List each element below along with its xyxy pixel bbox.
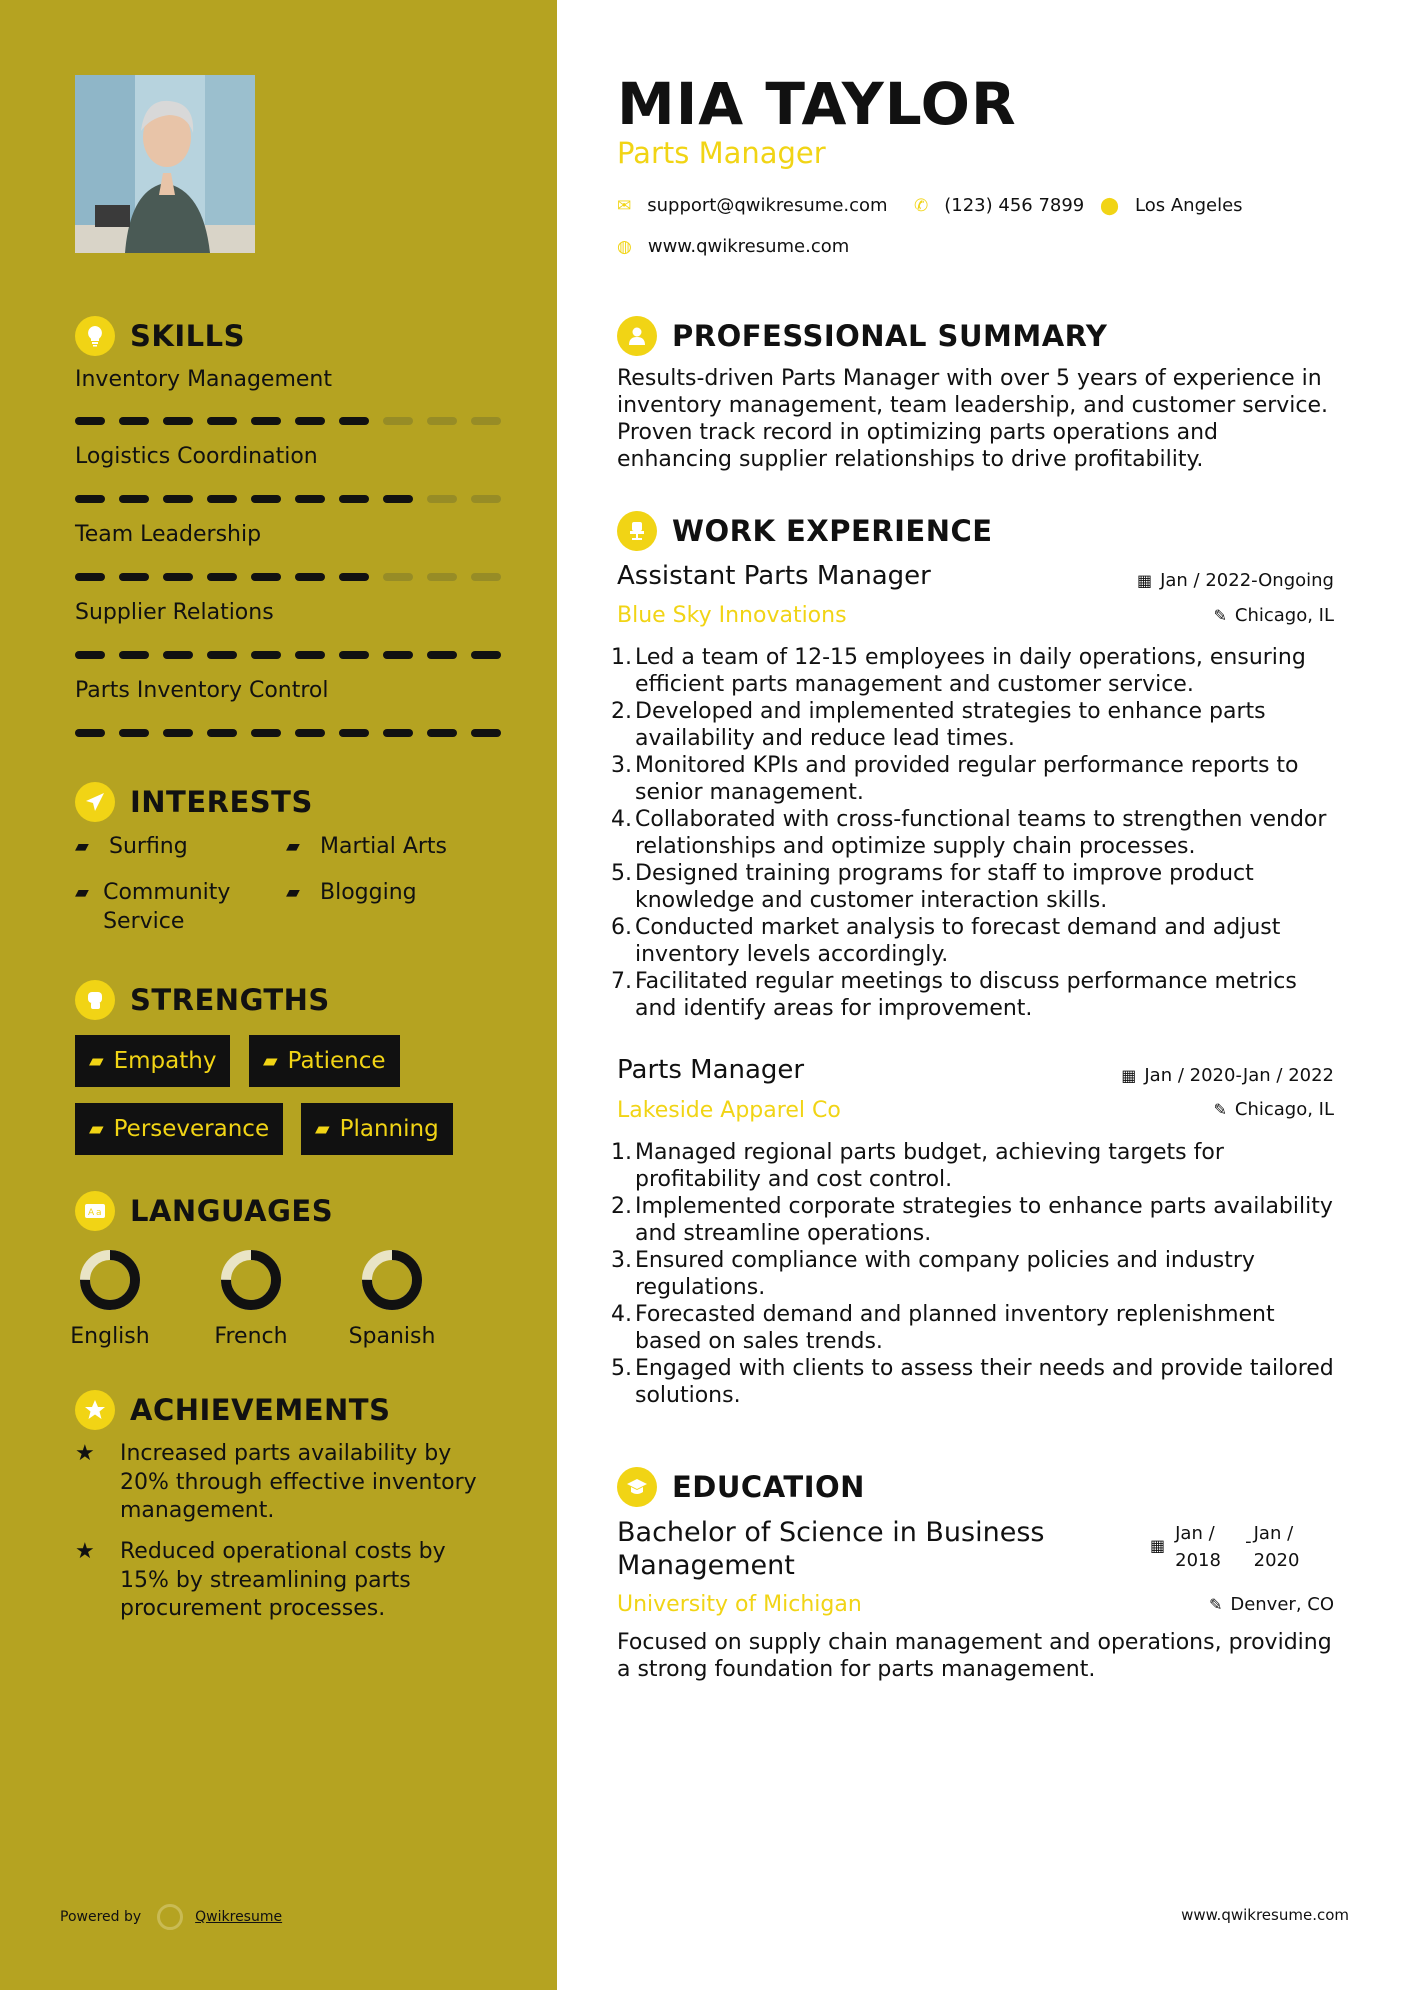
skill-dash — [119, 495, 149, 503]
skill-dash — [75, 573, 105, 581]
calendar-icon: ▦ — [1150, 1536, 1166, 1555]
skill-dash — [163, 651, 193, 659]
skill-dash — [163, 573, 193, 581]
strength-chip: ▰ Perseverance — [75, 1103, 283, 1155]
svg-text:a: a — [96, 1208, 102, 1218]
skill-dash — [427, 417, 457, 425]
list-item: 1. Managed regional parts budget, achieving targets for profitability and cost control. — [611, 1140, 1224, 1192]
language-ring — [219, 1248, 283, 1312]
skill-dash — [251, 417, 281, 425]
skill-dash — [163, 729, 193, 737]
education-description: Focused on supply chain management and operations, providing a strong foundation for parts management. — [617, 1630, 1332, 1682]
pushpin-icon: ✎ — [1213, 606, 1227, 625]
achievement-item: ★ Reduced operational costs by 15% by streamlining parts procurement processes. — [75, 1538, 495, 1624]
skill-dash — [383, 417, 413, 425]
list-item: 5. Engaged with clients to assess their needs and provide tailored solutions. — [611, 1356, 1334, 1408]
shooting-star-icon: ★ — [75, 1441, 95, 1466]
skill-dash — [383, 573, 413, 581]
language-label: French — [214, 1324, 288, 1349]
job-bullets — [611, 644, 1341, 1022]
skill-dash — [295, 651, 325, 659]
globe-icon: ◍ — [617, 236, 632, 257]
svg-text:A: A — [88, 1208, 95, 1218]
skill-label: Team Leadership — [75, 522, 262, 547]
skill-dash — [383, 729, 413, 737]
map-pin-icon: ⬤ — [1100, 195, 1120, 216]
skill-dash — [119, 417, 149, 425]
job-dates: ▦ Jan / 2022-Ongoing — [1136, 570, 1334, 591]
list-item: 2. Implemented corporate strategies to enhance parts availability and streamline operations. — [611, 1194, 1333, 1246]
skill-dash — [207, 729, 237, 737]
skill-dash — [427, 495, 457, 503]
skill-dash — [339, 651, 369, 659]
skill-dash — [75, 495, 105, 503]
list-item: 3. Ensured compliance with company policies and industry regulations. — [611, 1248, 1255, 1300]
list-item: 5. Designed training programs for staff to improve product knowledge and customer interaction skills. — [611, 861, 1254, 913]
skill-dash — [471, 495, 501, 503]
graduate-icon — [617, 1467, 657, 1507]
pushpin-icon: ✎ — [1213, 1100, 1227, 1119]
skill-dash — [251, 495, 281, 503]
skill-dash — [383, 495, 413, 503]
book-icon: ▰ — [286, 836, 300, 857]
profile-photo — [75, 75, 255, 253]
location-contact: ⬤ Los Angeles — [1100, 195, 1243, 216]
skill-dash — [75, 729, 105, 737]
skill-dash — [207, 417, 237, 425]
language-ring — [78, 1248, 142, 1312]
list-item: 7. Facilitated regular meetings to discuss performance metrics and identify areas for improvement. — [611, 969, 1297, 1021]
summary-title: PROFESSIONAL SUMMARY — [672, 319, 1108, 353]
skill-rating — [75, 729, 501, 737]
shooting-star-icon: ★ — [75, 1539, 95, 1564]
skill-dash — [119, 651, 149, 659]
candidate-name: MIA TAYLOR — [617, 70, 1017, 138]
skill-dash — [339, 729, 369, 737]
book-icon: ▰ — [286, 882, 300, 903]
job-location: ✎ Chicago, IL — [1213, 1099, 1334, 1120]
skill-dash — [75, 417, 105, 425]
strength-chip: ▰ Patience — [249, 1035, 400, 1087]
skill-dash — [471, 729, 501, 737]
skill-dash — [75, 651, 105, 659]
language-label: English — [70, 1324, 150, 1349]
paper-plane-icon — [75, 782, 115, 822]
skill-dash — [295, 573, 325, 581]
strengths-header — [75, 980, 330, 1020]
skill-rating — [75, 417, 501, 425]
job-company: Blue Sky Innovations — [617, 603, 847, 628]
experience-header — [617, 511, 993, 551]
language-item — [332, 1248, 452, 1349]
language-ring — [360, 1248, 424, 1312]
skill-dash — [427, 729, 457, 737]
interest-item: ▰ Surfing — [75, 834, 188, 859]
skill-dash — [427, 651, 457, 659]
book-icon: ▰ — [89, 1050, 104, 1072]
skill-dash — [339, 417, 369, 425]
degree-title: Bachelor of Science in Business Management — [617, 1517, 1045, 1581]
powered-by: Powered by Qwikresume — [60, 1904, 282, 1930]
achievement-item: ★ Increased parts availability by 20% through effective inventory management. — [75, 1440, 495, 1526]
school-name: University of Michigan — [617, 1592, 862, 1617]
education-title: EDUCATION — [672, 1470, 865, 1504]
interest-item: ▰ Blogging — [286, 880, 417, 905]
footer-website[interactable]: www.qwikresume.com — [1181, 1906, 1349, 1924]
achievements-header — [75, 1390, 390, 1430]
star-icon — [75, 1390, 115, 1430]
skill-dash — [295, 495, 325, 503]
summary-header — [617, 316, 1107, 356]
skill-label: Supplier Relations — [75, 600, 274, 625]
list-item: 6. Conducted market analysis to forecast demand and adjust inventory levels accordingly. — [611, 915, 1281, 967]
skill-label: Inventory Management — [75, 367, 332, 392]
list-item: 1. Led a team of 12-15 employees in daily operations, ensuring efficient parts management and customer service. — [611, 645, 1306, 697]
skills-title: SKILLS — [130, 319, 245, 353]
skill-rating — [75, 651, 501, 659]
education-dates: ▦ Jan / 2018 - Jan / 2020 — [1150, 1520, 1299, 1574]
list-item: 2. Developed and implemented strategies to enhance parts availability and reduce lead times. — [611, 699, 1266, 751]
languages-title: LANGUAGES — [130, 1194, 334, 1228]
skill-label: Logistics Coordination — [75, 444, 318, 469]
book-icon: ▰ — [75, 836, 89, 857]
calendar-icon: ▦ — [1136, 571, 1153, 590]
job-location: ✎ Chicago, IL — [1213, 605, 1334, 626]
skill-dash — [471, 573, 501, 581]
phone-contact[interactable]: ✆ (123) 456 7899 — [914, 195, 1085, 216]
fist-icon — [75, 980, 115, 1020]
website-contact[interactable]: ◍ www.qwikresume.com — [617, 236, 850, 257]
skill-label: Parts Inventory Control — [75, 678, 329, 703]
job-dates: ▦ Jan / 2020-Jan / 2022 — [1121, 1065, 1334, 1086]
job-bullets — [611, 1139, 1341, 1409]
book-icon: ▰ — [263, 1050, 278, 1072]
language-icon — [75, 1191, 115, 1231]
skill-dash — [207, 495, 237, 503]
interest-item: ▰ Community Service — [75, 880, 231, 934]
skill-dash — [119, 729, 149, 737]
qwikresume-link[interactable]: Qwikresume — [195, 1909, 283, 1925]
skill-rating — [75, 573, 501, 581]
skill-dash — [163, 495, 193, 503]
pushpin-icon: ✎ — [1208, 1595, 1223, 1614]
education-header — [617, 1467, 865, 1507]
interest-item: ▰ Martial Arts — [286, 834, 448, 859]
skill-dash — [119, 573, 149, 581]
skill-dash — [471, 651, 501, 659]
job-company: Lakeside Apparel Co — [617, 1098, 841, 1123]
skill-dash — [251, 573, 281, 581]
job-title: Parts Manager — [617, 1055, 805, 1085]
language-item — [191, 1248, 311, 1349]
book-icon: ▰ — [315, 1118, 330, 1140]
skill-dash — [163, 417, 193, 425]
summary-text: Results-driven Parts Manager with over 5 years of experience in inventory management, team leadership, and customer service. Proven track record in optimizing parts operations and enhancing supplier relationships to drive profitability. — [617, 366, 1329, 472]
user-icon — [617, 316, 657, 356]
sidebar — [0, 0, 557, 1990]
skill-dash — [251, 651, 281, 659]
job-title: Assistant Parts Manager — [617, 561, 931, 591]
phone-icon: ✆ — [914, 195, 929, 216]
skill-dash — [427, 573, 457, 581]
chair-icon — [617, 511, 657, 551]
strength-chip: ▰ Planning — [301, 1103, 453, 1155]
skill-dash — [207, 573, 237, 581]
book-icon: ▰ — [89, 1118, 104, 1140]
languages-header — [75, 1191, 333, 1231]
achievements-title: ACHIEVEMENTS — [130, 1393, 391, 1427]
skill-dash — [339, 495, 369, 503]
strength-chip: ▰ Empathy — [75, 1035, 230, 1087]
skill-dash — [339, 573, 369, 581]
qwikresume-logo-icon — [157, 1904, 183, 1930]
list-item: 3. Monitored KPIs and provided regular performance reports to senior management. — [611, 753, 1299, 805]
interests-header — [75, 782, 313, 822]
email-contact[interactable]: ✉ support@qwikresume.com — [617, 195, 888, 216]
skill-dash — [251, 729, 281, 737]
list-item: 4. Forecasted demand and planned inventory replenishment based on sales trends. — [611, 1302, 1275, 1354]
book-icon: ▰ — [75, 882, 89, 903]
interests-title: INTERESTS — [130, 785, 313, 819]
candidate-role: Parts Manager — [617, 136, 826, 170]
skill-rating — [75, 495, 501, 503]
skill-dash — [295, 417, 325, 425]
list-item: 4. Collaborated with cross-functional teams to strengthen vendor relationships and optimize supply chain processes. — [611, 807, 1327, 859]
lightbulb-icon — [75, 316, 115, 356]
strengths-title: STRENGTHS — [130, 983, 330, 1017]
skill-dash — [295, 729, 325, 737]
skill-dash — [383, 651, 413, 659]
experience-title: WORK EXPERIENCE — [672, 514, 993, 548]
education-location: ✎ Denver, CO — [1208, 1594, 1334, 1615]
language-label: Spanish — [348, 1324, 436, 1349]
skill-dash — [471, 417, 501, 425]
skills-header — [75, 316, 245, 356]
language-item — [50, 1248, 170, 1349]
calendar-icon: ▦ — [1121, 1066, 1137, 1085]
envelope-icon: ✉ — [617, 195, 632, 216]
skill-dash — [207, 651, 237, 659]
